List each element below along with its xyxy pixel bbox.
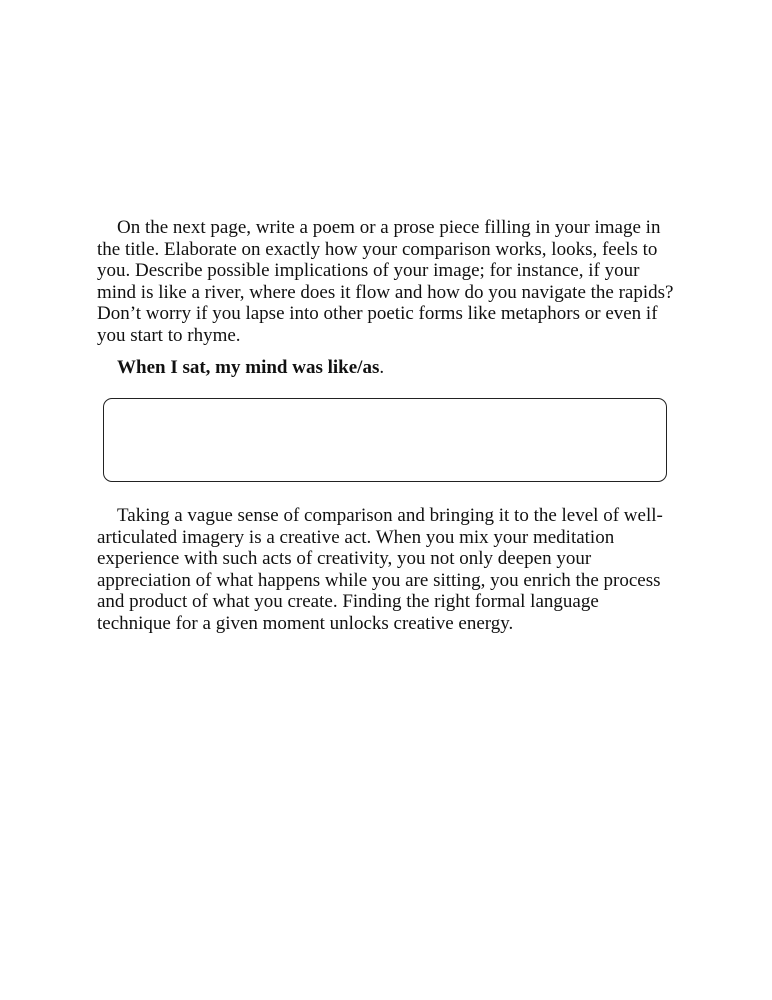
answer-box[interactable]	[103, 398, 667, 482]
closing-paragraph: Taking a vague sense of comparison and bringing it to the level of well-articulated imagery is a creative act. When you mix your meditation experience with such acts of creativity, you not only deepen your appreciation of what happens while you are sitting, you enrich the process and product of what you create. Finding the right formal language technique for a given moment unlocks creative energy.	[97, 505, 663, 634]
intro-paragraph: On the next page, write a poem or a prose piece filling in your image in the title. Elaborate on exactly how your comparison works, looks, feels to you. Describe possible implications of your image; for instance, if your mind is like a river, where does it flow and how do you navigate the rapids? Don’t worry if you lapse into other poetic forms like metaphors or even if you start to rhyme.	[97, 217, 674, 346]
writing-prompt-period: .	[379, 357, 385, 378]
writing-prompt	[117, 357, 384, 379]
writing-prompt-text: When I sat, my mind was like/as	[117, 357, 380, 378]
